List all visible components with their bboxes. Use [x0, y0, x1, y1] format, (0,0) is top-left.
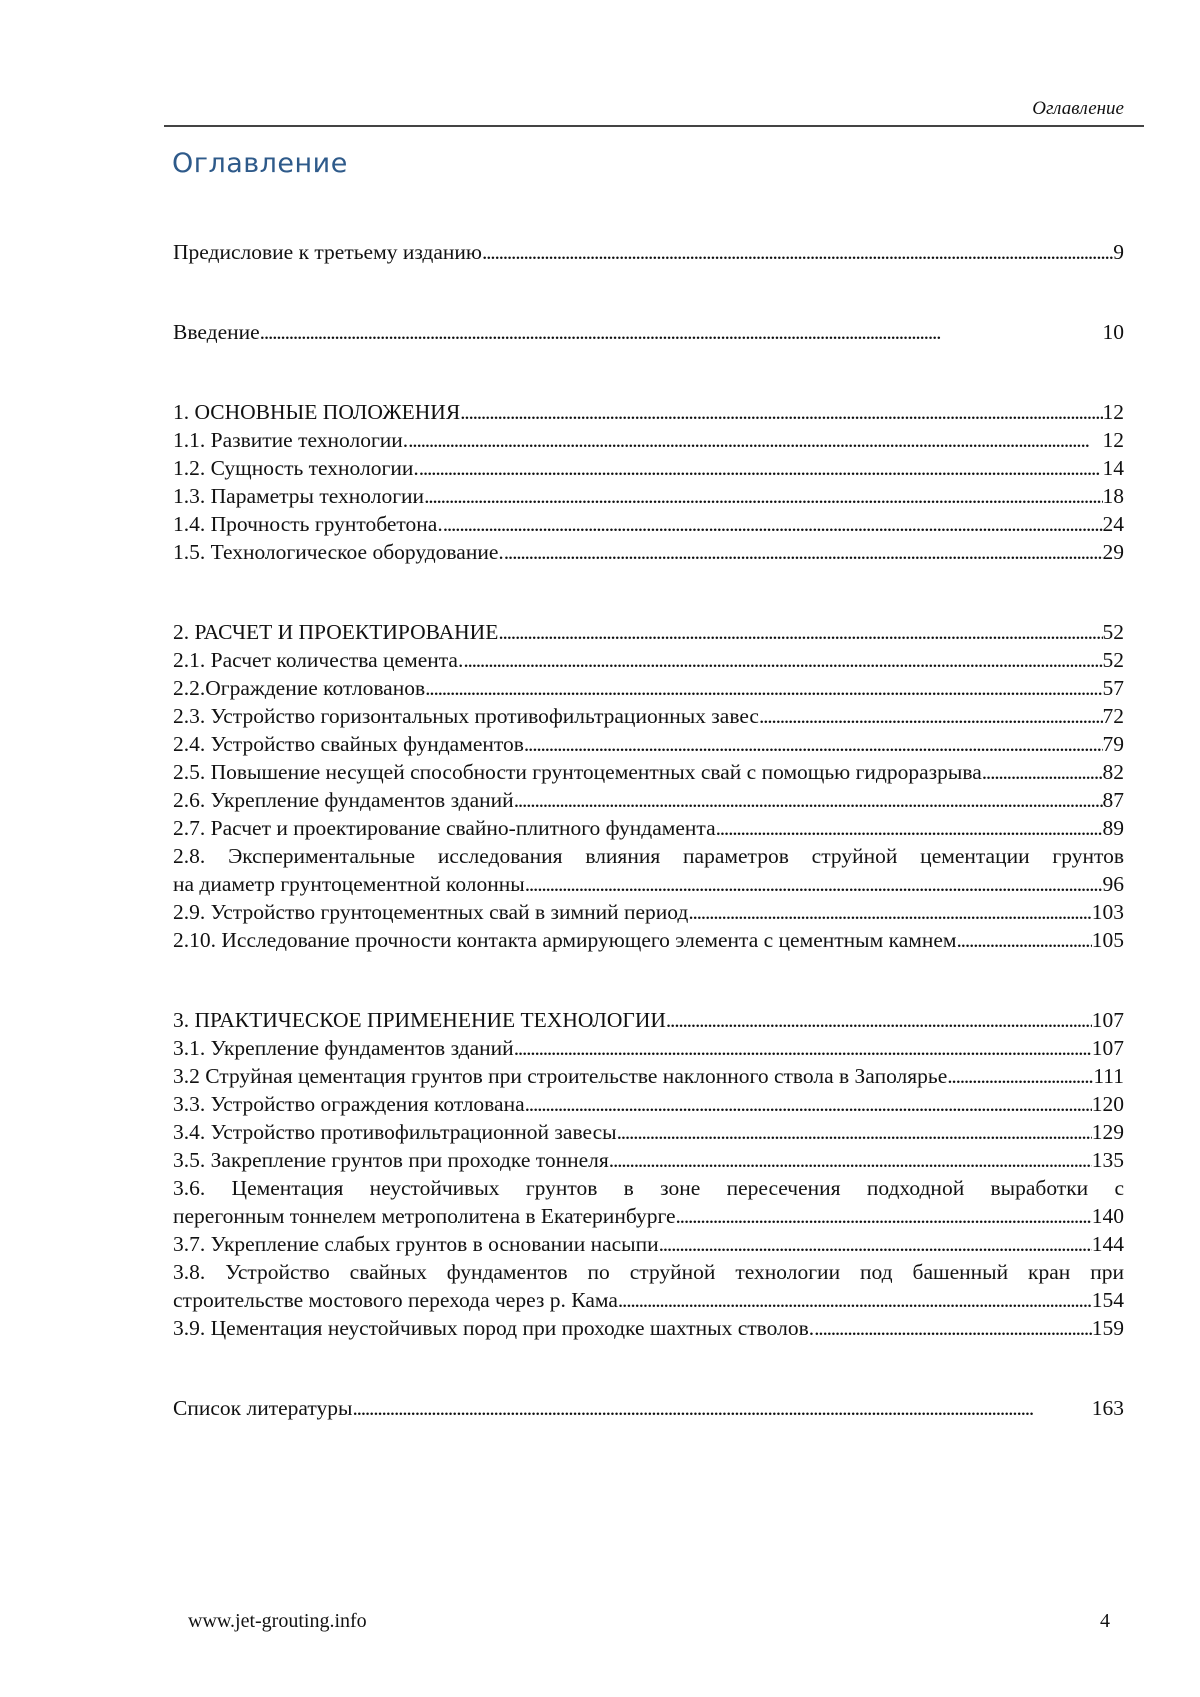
- toc-leader-dots: [814, 1314, 1092, 1342]
- toc-entry-page: 24: [1102, 512, 1124, 536]
- toc-entry[interactable]: [173, 1118, 1124, 1146]
- toc-entry-page: 9: [1113, 240, 1124, 264]
- toc-entry[interactable]: [173, 1034, 1124, 1062]
- toc-entry-title-line[interactable]: 2.8. Экспериментальные исследования влияния параметров струйной цементации грунтов: [173, 844, 1124, 868]
- toc-entry-title: 1.2. Сущность технологии.: [173, 456, 419, 480]
- toc-entry[interactable]: [173, 1062, 1124, 1090]
- toc-entry[interactable]: [173, 426, 1124, 454]
- toc-entry-title: 1.3. Параметры технологии: [173, 484, 425, 508]
- toc-leader-dots: [498, 618, 1102, 646]
- toc-leader-dots: [482, 238, 1113, 266]
- toc-entry[interactable]: [173, 238, 1124, 266]
- toc-leader-dots: [425, 674, 1102, 702]
- toc-entry-page: 107: [1091, 1036, 1124, 1060]
- toc-section: [173, 1394, 1124, 1422]
- toc-entry-title: 2.7. Расчет и проектирование свайно-плитного фундамента: [173, 816, 716, 840]
- toc-leader-dots: [617, 1118, 1092, 1146]
- toc-entry-title: 2.2.Ограждение котлованов: [173, 676, 426, 700]
- toc-entry[interactable]: [173, 702, 1124, 730]
- toc-entry[interactable]: [173, 926, 1124, 954]
- toc-entry-title: 1.1. Развитие технологии.: [173, 428, 409, 452]
- toc-leader-dots: [676, 1202, 1092, 1230]
- toc-entry[interactable]: [173, 510, 1124, 538]
- toc-leader-dots: [618, 1286, 1092, 1314]
- toc-entry[interactable]: [173, 870, 1124, 898]
- toc-section: [173, 318, 1124, 346]
- toc-entry-title: 3.9. Цементация неустойчивых пород при проходке шахтных стволов.: [173, 1316, 815, 1340]
- toc-entry[interactable]: [173, 454, 1124, 482]
- toc-entry[interactable]: [173, 1006, 1124, 1034]
- toc-entry-title: 2.1. Расчет количества цемента.: [173, 648, 464, 672]
- toc-entry-page: 105: [1091, 928, 1124, 952]
- toc-leader-dots: [424, 482, 1102, 510]
- toc-leader-dots: [525, 870, 1103, 898]
- toc-entry[interactable]: [173, 1146, 1124, 1174]
- toc-leader-dots: [759, 702, 1103, 730]
- toc-entry-title: 3.5. Закрепление грунтов при проходке тоннеля: [173, 1148, 609, 1172]
- toc-entry[interactable]: [173, 482, 1124, 510]
- toc-leader-dots: [514, 1034, 1092, 1062]
- toc-entry-page: 111: [1093, 1064, 1124, 1088]
- toc-entry-page: 79: [1102, 732, 1124, 756]
- toc-entry-page: 82: [1102, 760, 1124, 784]
- toc-entry[interactable]: [173, 538, 1124, 566]
- toc-entry-title: 3.7. Укрепление слабых грунтов в основании насыпи: [173, 1232, 659, 1256]
- toc-entry[interactable]: [173, 758, 1124, 786]
- toc-section: [173, 1006, 1124, 1342]
- toc-entry-page: 10: [1102, 320, 1124, 344]
- toc-leader-dots: [525, 1090, 1092, 1118]
- toc-entry-page: 159: [1091, 1316, 1124, 1340]
- toc-entry-title: 3.3. Устройство ограждения котлована: [173, 1092, 525, 1116]
- running-header: Оглавление: [1032, 98, 1124, 119]
- toc-entry-page: 120: [1091, 1092, 1124, 1116]
- toc-entry[interactable]: [173, 786, 1124, 814]
- toc-entry-title: перегонным тоннелем метрополитена в Екатеринбурге: [173, 1204, 676, 1228]
- toc-leader-dots: [524, 730, 1103, 758]
- toc-leader-dots: [716, 814, 1103, 842]
- toc-entry-page: 135: [1091, 1148, 1124, 1172]
- page-title: Оглавление: [172, 148, 348, 179]
- toc-entry-page: 89: [1102, 816, 1124, 840]
- toc-entry[interactable]: [173, 398, 1124, 426]
- toc-entry-title: Введение: [173, 320, 260, 344]
- toc-leader-dots: [260, 318, 1103, 346]
- toc-entry-page: 18: [1102, 484, 1124, 508]
- toc-entry-title-line[interactable]: 3.6. Цементация неустойчивых грунтов в зоне пересечения подходной выработки с: [173, 1176, 1124, 1200]
- toc-entry-title: на диаметр грунтоцементной колонны: [173, 872, 525, 896]
- toc-leader-dots: [408, 426, 1102, 454]
- toc-entry-title: строительстве мостового перехода через р. Кама: [173, 1288, 618, 1312]
- toc-entry-title: 2.3. Устройство горизонтальных противофильтрационных завес: [173, 704, 759, 728]
- toc-leader-dots: [982, 758, 1103, 786]
- toc-entry-page: 144: [1091, 1232, 1124, 1256]
- toc-entry-page: 140: [1091, 1204, 1124, 1228]
- toc-entry-title: 3. ПРАКТИЧЕСКОЕ ПРИМЕНЕНИЕ ТЕХНОЛОГИИ: [173, 1008, 666, 1032]
- toc-entry[interactable]: [173, 618, 1124, 646]
- toc-entry-page: 87: [1102, 788, 1124, 812]
- toc-leader-dots: [419, 454, 1103, 482]
- toc-entry-page: 129: [1091, 1120, 1124, 1144]
- toc-entry-page: 12: [1102, 400, 1124, 424]
- toc-entry-page: 72: [1102, 704, 1124, 728]
- toc-leader-dots: [463, 646, 1102, 674]
- toc-section: [173, 618, 1124, 954]
- toc-entry-title: 3.2 Струйная цементация грунтов при строительстве наклонного ствола в Заполярье: [173, 1064, 948, 1088]
- toc-entry[interactable]: [173, 318, 1124, 346]
- toc-entry-page: 12: [1102, 428, 1124, 452]
- toc-entry[interactable]: [173, 1202, 1124, 1230]
- toc-leader-dots: [947, 1062, 1093, 1090]
- toc-leader-dots: [460, 398, 1102, 426]
- toc-leader-dots: [443, 510, 1103, 538]
- toc-entry[interactable]: [173, 1286, 1124, 1314]
- toc-section: [173, 238, 1124, 266]
- toc-entry-title: 2.4. Устройство свайных фундаментов: [173, 732, 524, 756]
- toc-entry[interactable]: [173, 730, 1124, 758]
- toc-entry-title: 1.4. Прочность грунтобетона.: [173, 512, 443, 536]
- toc-leader-dots: [609, 1146, 1092, 1174]
- toc-leader-dots: [957, 926, 1092, 954]
- toc-leader-dots: [688, 898, 1091, 926]
- toc-leader-dots: [352, 1394, 1091, 1422]
- toc-entry-page: 96: [1102, 872, 1124, 896]
- toc-entry-title: 2.10. Исследование прочности контакта армирующего элемента с цементным камнем: [173, 928, 957, 952]
- footer-page-number: 4: [1100, 1610, 1110, 1632]
- header-rule: [164, 125, 1144, 127]
- footer-url[interactable]: www.jet-grouting.info: [188, 1610, 367, 1632]
- toc-entry-page: 52: [1102, 648, 1124, 672]
- toc-entry[interactable]: [173, 1314, 1124, 1342]
- toc-entry[interactable]: [173, 814, 1124, 842]
- toc-entry-title: 3.1. Укрепление фундаментов зданий: [173, 1036, 514, 1060]
- toc-entry-title: Предисловие к третьему изданию: [173, 240, 482, 264]
- toc-entry-page: 57: [1102, 676, 1124, 700]
- toc-section: [173, 398, 1124, 566]
- toc-entry-page: 52: [1102, 620, 1124, 644]
- toc-leader-dots: [504, 538, 1103, 566]
- toc-entry-title-line[interactable]: 3.8. Устройство свайных фундаментов по струйной технологии под башенный кран при: [173, 1260, 1124, 1284]
- toc-leader-dots: [514, 786, 1103, 814]
- toc-entry-title: 1. ОСНОВНЫЕ ПОЛОЖЕНИЯ: [173, 400, 461, 424]
- toc-entry[interactable]: [173, 1090, 1124, 1118]
- toc-entry-page: 103: [1091, 900, 1124, 924]
- toc-entry-title: 2. РАСЧЕТ И ПРОЕКТИРОВАНИЕ: [173, 620, 499, 644]
- toc-entry-title: Список литературы: [173, 1396, 353, 1420]
- toc-entry[interactable]: [173, 1394, 1124, 1422]
- toc-entry[interactable]: [173, 646, 1124, 674]
- toc-entry[interactable]: [173, 898, 1124, 926]
- toc-entry-page: 163: [1091, 1396, 1124, 1420]
- toc-entry-page: 14: [1102, 456, 1124, 480]
- toc-entry-page: 29: [1102, 540, 1124, 564]
- toc-entry[interactable]: [173, 1230, 1124, 1258]
- toc-leader-dots: [659, 1230, 1092, 1258]
- table-of-contents: [173, 238, 1124, 1474]
- toc-entry-title: 2.6. Укрепление фундаментов зданий: [173, 788, 514, 812]
- toc-entry-page: 107: [1091, 1008, 1124, 1032]
- toc-leader-dots: [666, 1006, 1092, 1034]
- toc-entry-title: 1.5. Технологическое оборудование.: [173, 540, 504, 564]
- toc-entry[interactable]: [173, 674, 1124, 702]
- toc-entry-title: 2.9. Устройство грунтоцементных свай в зимний период: [173, 900, 689, 924]
- toc-entry-title: 2.5. Повышение несущей способности грунтоцементных свай с помощью гидроразрыва: [173, 760, 982, 784]
- toc-entry-page: 154: [1091, 1288, 1124, 1312]
- toc-entry-title: 3.4. Устройство противофильтрационной завесы: [173, 1120, 617, 1144]
